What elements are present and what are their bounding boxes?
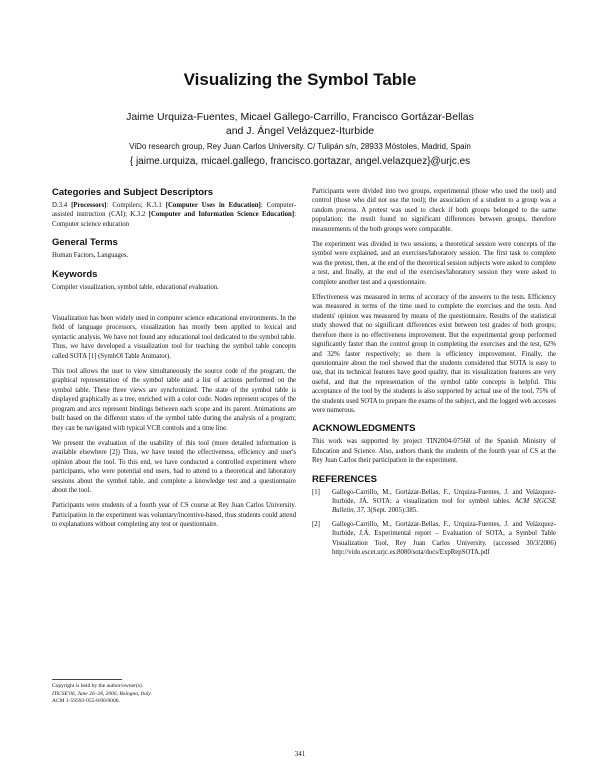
general-terms-heading: General Terms <box>52 237 118 249</box>
conference-line: ITiCSE'06, June 26–28, 2006, Bologna, Italy. <box>52 690 152 697</box>
acm-line: ACM 1-59593-055-8/06/0006. <box>52 698 120 704</box>
body-paragraph: The experiment was divided in two sessions, a theoretical session were concepts of the symbol were explained, and an exercises/laboratory session. The first task to complete was the pretest, then, at the end of the theoretical session subjects were asked to complete a test, and finally, at the end of the exercises/laboratory session they were asked to complete another test and a questionnaire. <box>312 241 556 286</box>
author-emails: { jaime.urquiza, micael.gallego, francisco.gortazar, angel.velazquez}@urjc.es <box>129 156 471 167</box>
body-paragraph: This tool allows the user to view simultaneously the source code of the program, the graphical representation of the symbol table and a list of actions performed on the symbol table. These three views are synchronized. The state of the symbol table is displayed graphically as a tree, enriched with a color code. Nodes represent scopes of the program and arcs represent bindings between each scope and its parent. Animations are built based on the different states of the symbol table during the analysis of a program; they can be navigated with typical VCR controls and a time line. <box>52 368 296 432</box>
body-paragraph: Participants were divided into two groups, experimental (those who used the tool) and control (those who did not use the tool); the association of a student to a group was a random process. A pretest was used to check if both groups belonged to the same population; the result found no significant differences between groups, therefore measurements of the both groups were comparable. <box>312 188 556 233</box>
categories-text: D.3.4 [Processors]: Compilers; K.3.1 [Computer Uses in Education]: Computer-assisted instruction (CAI); K.3.2 [Computer and Information Science Education]: Computer science education <box>52 202 296 228</box>
keywords-text: Compiler visualization, symbol table, educational evaluation. <box>52 283 219 291</box>
left-column <box>52 187 296 536</box>
reference-item <box>312 520 556 558</box>
categories-heading: Categories and Subject Descriptors <box>52 187 214 198</box>
reference-number: [1] <box>312 488 320 496</box>
authors-line-2: and J. Ángel Velázquez-Iturbide <box>225 125 375 137</box>
affiliation: ViDo research group, Rey Juan Carlos University. C/ Tulipán s/n, 28933 Móstoles, Madrid, Spain <box>129 142 471 151</box>
authors-line-1: Jaime Urquiza-Fuentes, Micael Gallego-Carrillo, Francisco Gortázar-Bellas <box>126 111 474 123</box>
authors <box>40 110 560 138</box>
keywords-heading: Keywords <box>52 268 98 280</box>
copyright-line: Copyright is held by the author/owner(s). <box>52 683 144 689</box>
reference-number: [2] <box>312 520 320 528</box>
reference-text: Gallego-Carrillo, M., Gortázar-Bellas, F., Urquiza-Fuentes, J. and Velázquez-Iturbide, JÁ. SOTA: a visualization tool for symbol tables. <box>332 488 556 505</box>
reference-tail: 3(Sept. 2005):385. <box>365 507 418 515</box>
copyright-divider <box>52 679 122 680</box>
references-heading: REFERENCES <box>312 473 377 485</box>
general-terms-text: Human Factors, Languages. <box>52 252 129 260</box>
paper-title: Visualizing the Symbol Table <box>183 70 417 89</box>
page-number: 341 <box>294 750 306 758</box>
acknowledgments-text: This work was supported by project TIN2004-07568 of the Spanish Ministry of Education and Science. Also, authors thank the students of the fourth year of CS at the Rey Juan Carlos their participation in the experiment. <box>312 438 556 465</box>
reference-item <box>312 488 556 516</box>
body-paragraph: Participants were students of a fourth year of CS course at Rey Juan Carlos University. Participation in the experiment was voluntary/incentive-based, thus students could attend to explanations without completing any test or questionnaire. <box>52 502 296 529</box>
copyright-notice <box>52 683 252 706</box>
right-column <box>312 187 556 561</box>
reference-venue: ACM SIGCSE Bulletin, 37, <box>332 497 557 515</box>
body-paragraph: Visualization has been widely used in computer science educational environments. In the field of language processors, visualization has mostly been applied to lexical and syntactic analysis. We have not found any educational tool dedicated to the symbol table. Thus, we have developed a visualization tool for teaching the symbol table concepts called SOTA [1] (SymbOl Table Animator). <box>52 315 296 360</box>
body-paragraph: Effectiveness was measured in terms of accuracy of the answers to the tests. Efficiency was measured in terms of the time used to complete the exercises and the tests. And students' opinion was measured by means of the questionnaire. Results of the statistical study showed that no significant differences exist between test grades of both groups; therefore there is no effectiveness improvement. But the experimental group performed significantly faster than the control group in completing the exercises and the test, 62% and 32% faster respectively; so there is efficiency improvement. Finally, the questionnaire about the tool showed that the students considered that SOTA is easy to use, that its technical features have good quality, that its visualization features are very useful, and that the representation of the symbol table concepts is helpful. This acceptance of the tool by the students is also supported by actual use of the tool, 75% of the students used SOTA to prepare the exams of the subject, and the logged web accesses were numerous. <box>312 294 556 414</box>
body-paragraph: We present the evaluation of the usability of this tool (more detailed information is available elsewhere [2]) Thus, we have tested the effectiveness, efficiency and user's opinion about the tool. To this end, we have conducted a controlled experiment where participants, who were potential end users, had to attend to a theoretical and laboratory sessions about the symbol table, and complete a knowledge test and a questionnaire about the tool. <box>52 439 296 494</box>
reference-list <box>312 488 556 558</box>
reference-text: Gallego-Carrillo, M., Gortázar-Bellas, F., Urquiza-Fuentes, J. and Velázquez-Iturbide, J.Á. Experimental report – Evaluation of SOTA, a Symbol Table Visualization Tool, Rey Juan Carlos University. (accessed 30/3/2006) http://vido.escet.urjc.es:8080/sota/docs/ExpRepSOTA.pdf <box>332 520 556 556</box>
acknowledgments-heading: ACKNOWLEDGMENTS <box>312 423 416 435</box>
